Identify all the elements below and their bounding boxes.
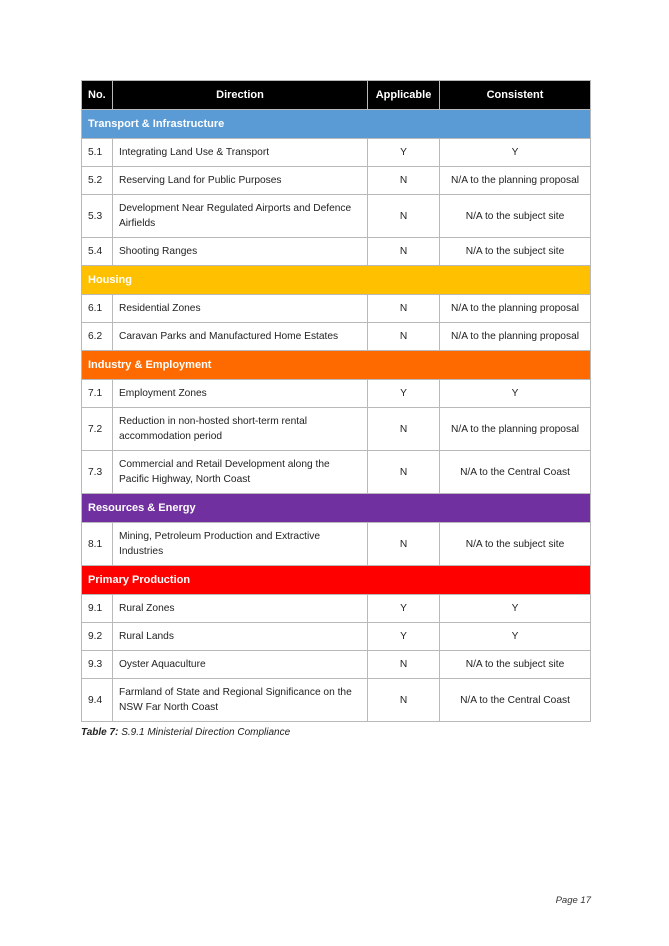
- cell-direction: Oyster Aquaculture: [113, 651, 368, 679]
- header-no: No.: [82, 81, 113, 110]
- cell-applicable: N: [368, 408, 440, 451]
- table-row: [82, 167, 591, 195]
- cell-consistent: Y: [440, 139, 591, 167]
- cell-applicable: N: [368, 238, 440, 266]
- page-number: Page 17: [555, 895, 591, 906]
- cell-number: 7.2: [82, 408, 113, 451]
- cell-direction: Reserving Land for Public Purposes: [113, 167, 368, 195]
- cell-number: 5.4: [82, 238, 113, 266]
- cell-applicable: N: [368, 295, 440, 323]
- table-row: [82, 651, 591, 679]
- cell-number: 6.1: [82, 295, 113, 323]
- section-title: Transport & Infrastructure: [82, 110, 591, 139]
- table-row: [82, 623, 591, 651]
- caption-label: Table 7:: [81, 727, 119, 738]
- cell-number: 9.1: [82, 595, 113, 623]
- table-row: [82, 595, 591, 623]
- cell-applicable: N: [368, 323, 440, 351]
- ministerial-direction-table: [81, 80, 591, 722]
- table-row: [82, 238, 591, 266]
- cell-number: 9.3: [82, 651, 113, 679]
- cell-consistent: N/A to the planning proposal: [440, 408, 591, 451]
- header-direction: Direction: [113, 81, 368, 110]
- table-header-row: [82, 81, 591, 110]
- cell-applicable: N: [368, 679, 440, 722]
- cell-consistent: N/A to the Central Coast: [440, 679, 591, 722]
- table-row: [82, 451, 591, 494]
- cell-direction: Residential Zones: [113, 295, 368, 323]
- cell-direction: Rural Zones: [113, 595, 368, 623]
- cell-number: 8.1: [82, 523, 113, 566]
- cell-applicable: N: [368, 651, 440, 679]
- table-row: [82, 408, 591, 451]
- cell-applicable: N: [368, 167, 440, 195]
- cell-consistent: N/A to the subject site: [440, 195, 591, 238]
- header-consistent: Consistent: [440, 81, 591, 110]
- cell-number: 5.2: [82, 167, 113, 195]
- table-row: [82, 195, 591, 238]
- cell-applicable: N: [368, 195, 440, 238]
- table-row: [82, 523, 591, 566]
- section-title: Resources & Energy: [82, 494, 591, 523]
- caption-text: S.9.1 Ministerial Direction Compliance: [118, 727, 291, 738]
- cell-direction: Employment Zones: [113, 380, 368, 408]
- cell-consistent: N/A to the planning proposal: [440, 323, 591, 351]
- cell-consistent: N/A to the subject site: [440, 651, 591, 679]
- table-caption: [81, 727, 290, 738]
- cell-applicable: Y: [368, 139, 440, 167]
- cell-direction: Farmland of State and Regional Significance on the NSW Far North Coast: [113, 679, 368, 722]
- cell-number: 6.2: [82, 323, 113, 351]
- cell-consistent: N/A to the subject site: [440, 523, 591, 566]
- cell-direction: Shooting Ranges: [113, 238, 368, 266]
- cell-number: 5.3: [82, 195, 113, 238]
- cell-direction: Commercial and Retail Development along the Pacific Highway, North Coast: [113, 451, 368, 494]
- cell-number: 5.1: [82, 139, 113, 167]
- cell-number: 7.3: [82, 451, 113, 494]
- cell-consistent: Y: [440, 623, 591, 651]
- cell-direction: Reduction in non-hosted short-term rental accommodation period: [113, 408, 368, 451]
- cell-consistent: N/A to the Central Coast: [440, 451, 591, 494]
- cell-consistent: N/A to the planning proposal: [440, 167, 591, 195]
- section-header-row: [82, 566, 591, 595]
- cell-consistent: N/A to the subject site: [440, 238, 591, 266]
- section-header-row: [82, 494, 591, 523]
- table-row: [82, 139, 591, 167]
- table-row: [82, 295, 591, 323]
- table-row: [82, 323, 591, 351]
- cell-applicable: N: [368, 451, 440, 494]
- table-body: [82, 110, 591, 722]
- cell-applicable: Y: [368, 623, 440, 651]
- cell-applicable: Y: [368, 595, 440, 623]
- cell-applicable: N: [368, 523, 440, 566]
- cell-direction: Integrating Land Use & Transport: [113, 139, 368, 167]
- section-header-row: [82, 110, 591, 139]
- header-applicable: Applicable: [368, 81, 440, 110]
- cell-consistent: N/A to the planning proposal: [440, 295, 591, 323]
- cell-direction: Development Near Regulated Airports and Defence Airfields: [113, 195, 368, 238]
- cell-consistent: Y: [440, 595, 591, 623]
- cell-direction: Rural Lands: [113, 623, 368, 651]
- section-title: Primary Production: [82, 566, 591, 595]
- cell-consistent: Y: [440, 380, 591, 408]
- cell-number: 9.4: [82, 679, 113, 722]
- section-title: Housing: [82, 266, 591, 295]
- cell-number: 7.1: [82, 380, 113, 408]
- table-row: [82, 679, 591, 722]
- cell-direction: Caravan Parks and Manufactured Home Estates: [113, 323, 368, 351]
- table-row: [82, 380, 591, 408]
- cell-applicable: Y: [368, 380, 440, 408]
- cell-direction: Mining, Petroleum Production and Extractive Industries: [113, 523, 368, 566]
- cell-number: 9.2: [82, 623, 113, 651]
- section-header-row: [82, 266, 591, 295]
- section-header-row: [82, 351, 591, 380]
- section-title: Industry & Employment: [82, 351, 591, 380]
